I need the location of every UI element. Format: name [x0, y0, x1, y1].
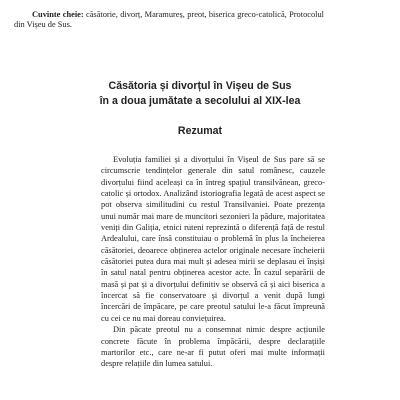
- abstract-paragraph-1: Evoluția familiei și a divorțului în Vișeul de Sus pare să se circumscrie tendințelor generale din satul românesc, cauzele divorțului fiind aceleași ca în întreg spațiul transilvănean, greco-catolic și ortodox. Analizând istoriografia legată de acest aspect se pot observa similitudini cu restul Transilvaniei. Poate prezența unui număr mai mare de muncitori sezonieri la pădure, majoritatea veniți din Galiția, etnici ruteni reprezintă o diferență față de restul Ardealului, care însă constituiau o problemă în plus la încheierea căsătoriei, deoarece obținerea actelor originale necesare încheierii căsătoriei putea dura mai mult și adesea mirii se deplasau ei înșiși în satul natal pentru obținerea acestor acte. În cazul separării de masă și pat și a divorțului definitiv se observă că și aici biserica a încercat să fie conservatoare și divorțul a venit după lungi încercări de împăcare, pe care preotul satului le-a făcut împreună cu cei ce nu mai doreau conviețuirea.: [101, 155, 325, 323]
- article-title: [0, 79, 400, 109]
- article-title-line-2: în a doua jumătate a secolului al XIX-lea: [99, 95, 301, 107]
- abstract-paragraph-2: Din păcate preotul nu a consemnat nimic despre acțiunile concrete făcute în problema împăcării, despre declarațiile martorilor etc., care ne-ar fi putut oferi mai multe informații despre relațiile din lumea satului.: [101, 325, 325, 369]
- keywords-paragraph: [14, 10, 324, 31]
- abstract-body: [101, 154, 325, 370]
- abstract-heading: Rezumat: [177, 125, 223, 137]
- article-title-line-1: Căsătoria și divorțul în Vișeu de Sus: [108, 80, 292, 92]
- keywords-text: căsătorie, divorț, Maramureș, preot, biserica greco-catolică, Protocolul din Vișeu de Sus.: [14, 10, 324, 30]
- keywords-label: Cuvinte cheie:: [32, 10, 84, 19]
